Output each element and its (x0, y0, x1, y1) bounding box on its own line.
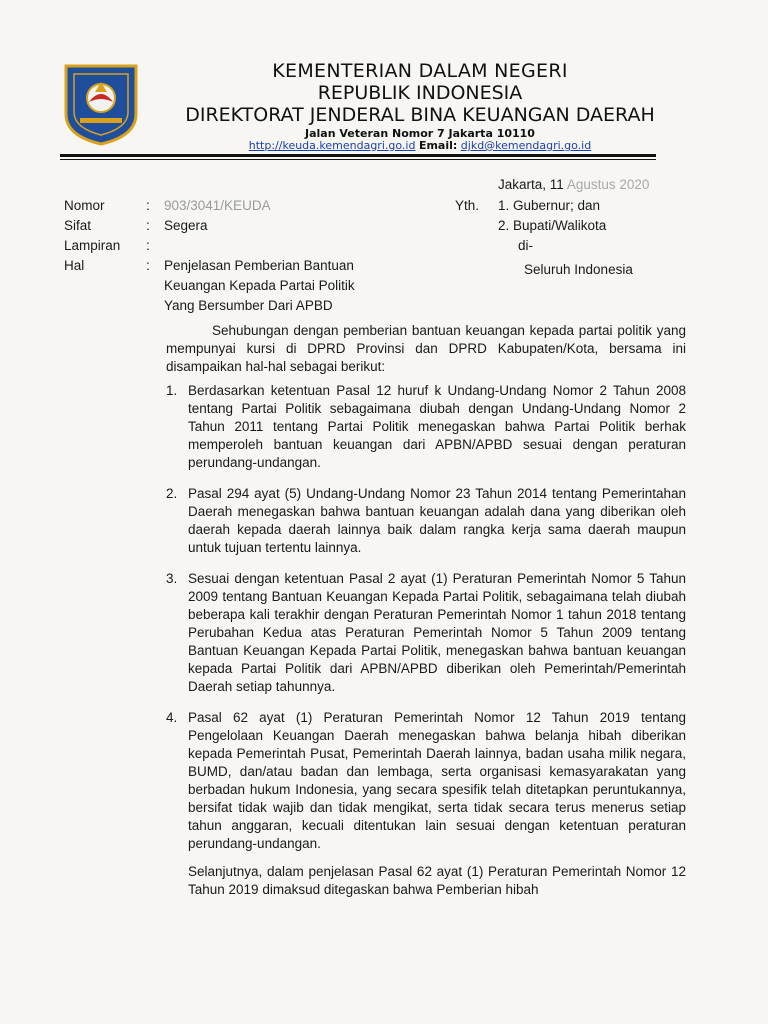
continuation-paragraph: Selanjutnya, dalam penjelasan Pasal 62 ayat (1) Peraturan Pemerintah Nomor 12 Tahun 2019 dimaksud ditegaskan bahwa Pemberian hibah (188, 864, 686, 897)
email-link[interactable]: djkd@kemendagri.go.id (460, 139, 592, 152)
recipient-location: Seluruh Indonesia (524, 262, 633, 277)
letterhead-divider-thin (60, 159, 656, 160)
letter-date: Jakarta, 11 Agustus 2020 (498, 177, 650, 192)
list-item: 4. Pasal 62 ayat (1) Peraturan Pemerintah Nomor 12 Tahun 2019 tentang Pengelolaan Keuangan Daerah menegaskan bahwa belanja hibah diberikan kepada Pemerintah Pusat, Pemerintah Daerah lainnya, badan usaha milik negara, BUMD, dan/atau badan dan lembaga, serta organisasi kemasyarakatan yang berbadan hukum Indonesia, yang secara spesifik telah ditetapkan peruntukannya, bersifat tidak wajib dan tidak mengikat, serta tidak secara terus menerus setiap tahun anggaran, kecuali ditentukan lain sesuai dengan ketentuan peraturan perundang-undangan. (166, 710, 686, 851)
list-item: 3. Sesuai dengan ketentuan Pasal 2 ayat (1) Peraturan Pemerintah Nomor 5 Tahun 2009 tentang Bantuan Keuangan Kepada Partai Politik, sebagaimana telah diubah beberapa kali terakhir dengan Peraturan Pemerintah Nomor 1 tahun 2018 tentang Perubahan Kedua atas Peraturan Pemerintah Nomor 5 Tahun 2009 tentang Bantuan Keuangan Kepada Partai Politik, menegaskan bahwa bantuan keuangan kepada Partai Politik dari APBN/APBD diberikan oleh Pemerintah/Pemerintah Daerah setiap tahunnya. (166, 571, 686, 694)
points-list (166, 382, 686, 853)
yth-label: Yth. (455, 198, 480, 213)
letter-body (166, 322, 686, 913)
meta-hal: Hal : Penjelasan Pemberian Bantuan Keuangan Kepada Partai Politik Yang Bersumber Dari APBD (64, 258, 355, 313)
directorate-name: DIREKTORAT JENDERAL BINA KEUANGAN DAERAH (185, 104, 655, 126)
meta-lampiran: Lampiran : (64, 238, 150, 253)
meta-sifat: Sifat : Segera (64, 218, 208, 233)
letterhead-divider-thick (60, 154, 656, 157)
website-link[interactable]: http://keuda.kemendagri.go.id (248, 139, 416, 152)
recipient-di: di- (518, 238, 534, 253)
meta-nomor: Nomor : 903/3041/KEUDA (64, 198, 271, 213)
ministry-logo (62, 62, 140, 146)
office-address: Jalan Veteran Nomor 7 Jakarta 10110 (305, 127, 535, 140)
email-label: Email: (418, 139, 458, 152)
ministry-name: KEMENTERIAN DALAM NEGERI (272, 60, 568, 82)
recipient-2: 2. Bupati/Walikota (498, 218, 607, 233)
list-item: 2. Pasal 294 ayat (5) Undang-Undang Nomor 23 Tahun 2014 tentang Pemerintahan Daerah menegaskan bahwa bantuan keuangan adalah dana yang diberikan oleh daerah kepada daerah lainnya baik dalam rangka kerja sama daerah maupun untuk tujuan tertentu lainnya. (166, 486, 686, 555)
intro-paragraph: Sehubungan dengan pemberian bantuan keuangan kepada partai politik yang mempunyai kursi di DPRD Provinsi dan DPRD Kabupaten/Kota, bersama ini disampaikan hal-hal sebagai berikut: (166, 323, 686, 374)
letter-meta (64, 196, 424, 316)
list-item: 1. Berdasarkan ketentuan Pasal 12 huruf k Undang-Undang Nomor 2 Tahun 2008 tentang Partai Politik sebagaimana diubah dengan Undang-Undang Nomor 2 Tahun 2011 tentang Partai Politik menegaskan bahwa Partai Politik berhak memperoleh bantuan keuangan dari APBN/APBD sesuai dengan peraturan perundang-undangan. (166, 383, 686, 470)
recipient-1: 1. Gubernur; dan (498, 198, 601, 213)
recipient-block (498, 196, 633, 280)
contact-line (160, 139, 680, 152)
country-name: REPUBLIK INDONESIA (317, 82, 523, 104)
